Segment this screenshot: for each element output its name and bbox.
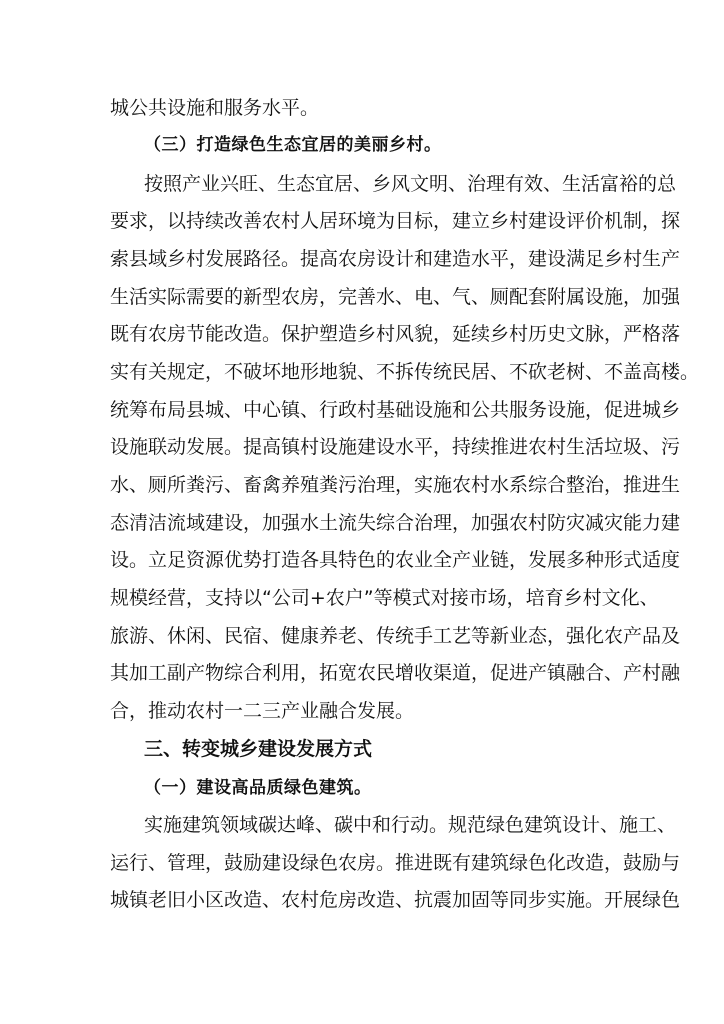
paragraph-line: 运行、管理，鼓励建设绿色农房。推进既有建筑绿色化改造，鼓励与 bbox=[110, 852, 681, 874]
paragraph-line: 实有关规定，不破坏地形地貌、不拆传统民居、不砍老树、不盖高楼。 bbox=[110, 361, 700, 383]
paragraph-line: 生活实际需要的新型农房，完善水、电、气、厕配套附属设施，加强 bbox=[110, 286, 681, 308]
paragraph-line: 城镇老旧小区改造、农村危房改造、抗震加固等同步实施。开展绿色 bbox=[110, 889, 681, 911]
paragraph-line: 城公共设施和服务水平。 bbox=[110, 97, 320, 119]
paragraph-line: 合，推动农村一二三产业融合发展。 bbox=[110, 700, 415, 722]
paragraph-line: 其加工副产物综合利用，拓宽农民增收渠道，促进产镇融合、产村融 bbox=[110, 662, 681, 684]
subsection-heading: （一）建设高品质绿色建筑。 bbox=[144, 778, 372, 798]
paragraph-line: 既有农房节能改造。保护塑造乡村风貌，延续乡村历史文脉，严格落 bbox=[110, 323, 681, 345]
paragraph-line: 实施建筑领域碳达峰、碳中和行动。规范绿色建筑设计、施工、 bbox=[144, 814, 677, 836]
paragraph-line: 统筹布局县城、中心镇、行政村基础设施和公共服务设施，促进城乡 bbox=[110, 399, 681, 421]
subsection-heading: （三）打造绿色生态宜居的美丽乡村。 bbox=[144, 135, 442, 155]
paragraph-line: 态清洁流域建设，加强水土流失综合治理，加强农村防灾减灾能力建 bbox=[110, 512, 681, 534]
paragraph-line: 要求，以持续改善农村人居环境为目标，建立乡村建设评价机制，探 bbox=[110, 210, 681, 232]
paragraph-line: 设。立足资源优势打造各具特色的农业全产业链，发展多种形式适度 bbox=[110, 549, 681, 571]
section-heading: 三、转变城乡建设发展方式 bbox=[144, 738, 373, 760]
paragraph-line: 索县域乡村发展路径。提高农房设计和建造水平，建设满足乡村生产 bbox=[110, 248, 681, 270]
paragraph-line: 按照产业兴旺、生态宜居、乡风文明、治理有效、生活富裕的总 bbox=[144, 173, 677, 195]
paragraph-line: 旅游、休闲、民宿、健康养老、传统手工艺等新业态，强化农产品及 bbox=[110, 625, 681, 647]
paragraph-line: 规模经营，支持以“公司+农户”等模式对接市场，培育乡村文化、 bbox=[110, 587, 659, 609]
paragraph-line: 设施联动发展。提高镇村设施建设水平，持续推进农村生活垃圾、污 bbox=[110, 436, 681, 458]
paragraph-line: 水、厕所粪污、畜禽养殖粪污治理，实施农村水系综合整治，推进生 bbox=[110, 474, 681, 496]
